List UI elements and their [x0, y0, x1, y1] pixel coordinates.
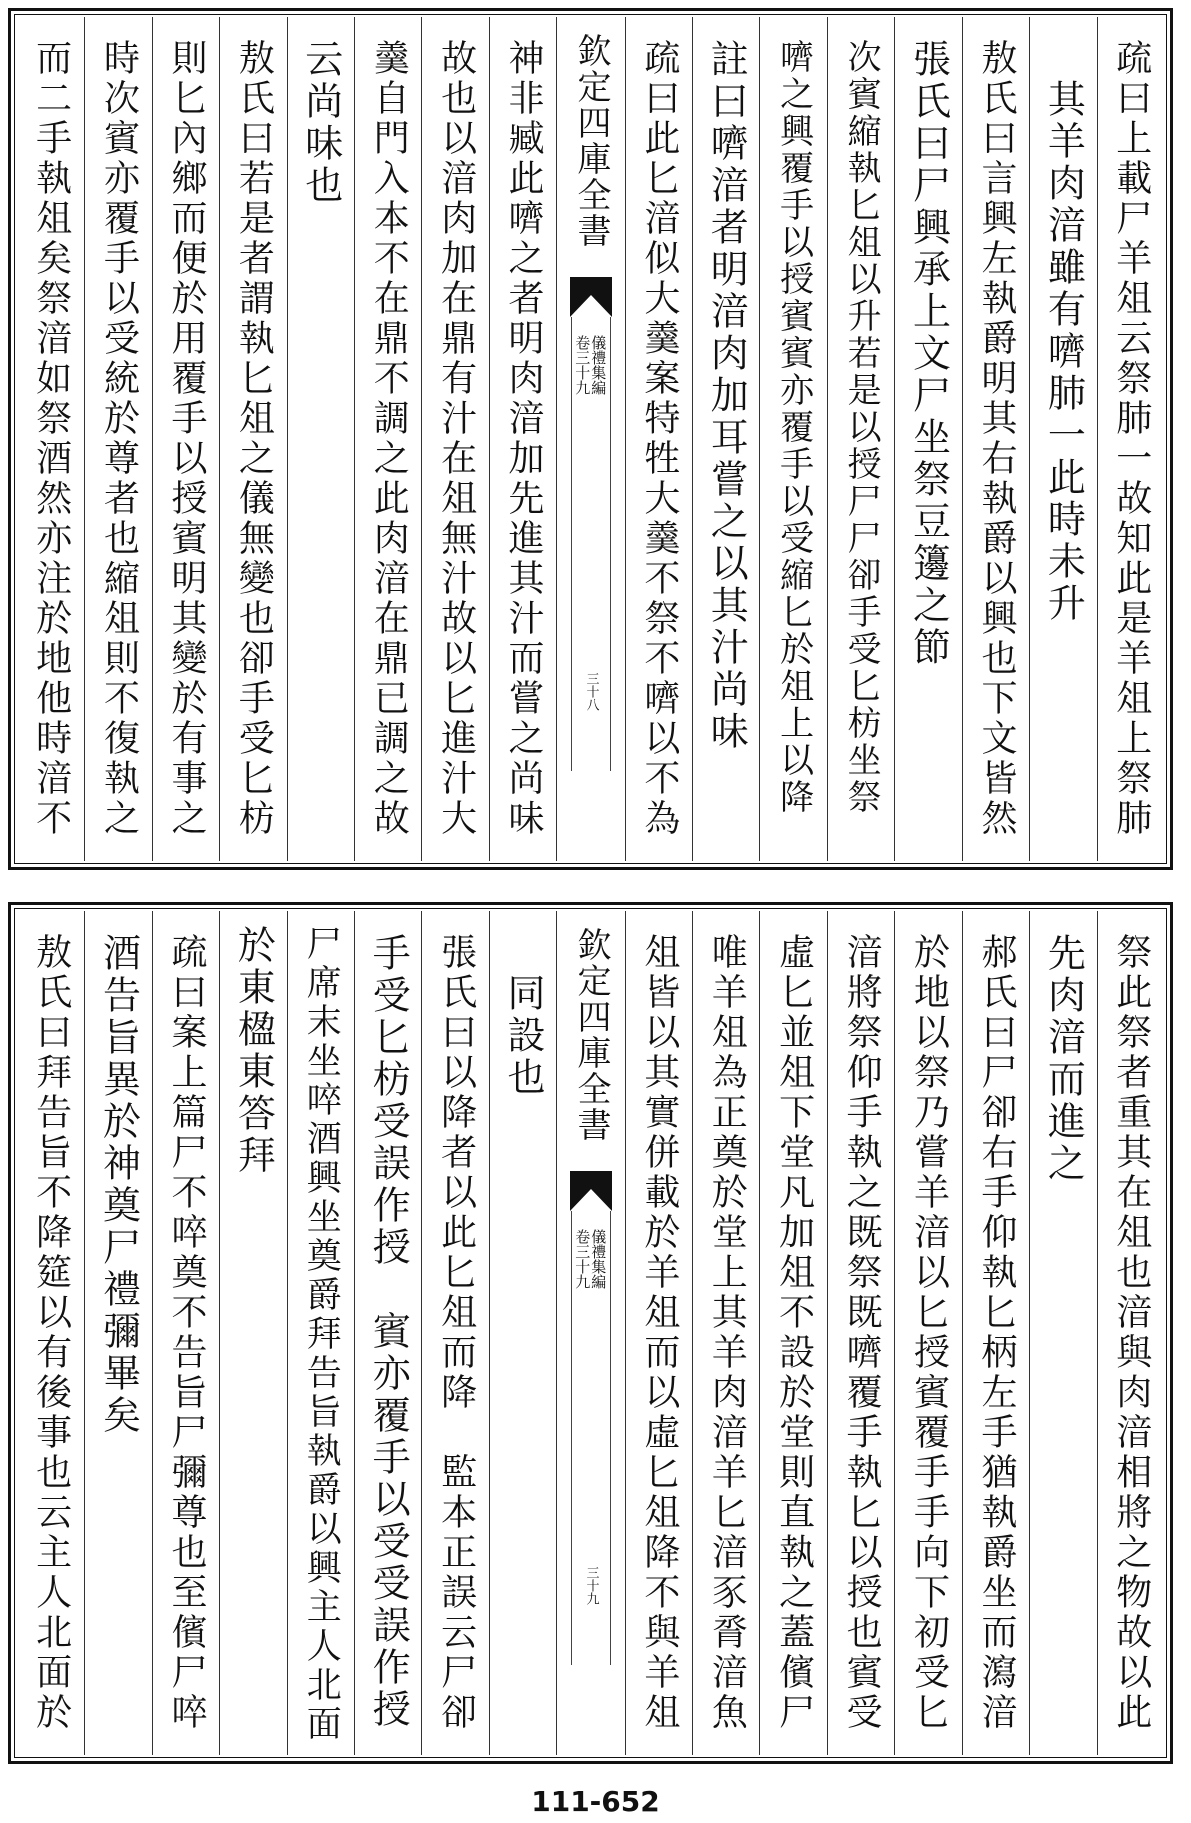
column-text: 唯羊俎為正奠於堂上其羊肉湆羊匕湆豕脀湆魚 — [706, 933, 748, 1733]
text-column — [219, 911, 286, 1755]
gutter-juan: 卷三十九 — [573, 1229, 592, 1289]
column-text: 則匕內鄉而便於用覆手以授賓明其變於有事之 — [165, 39, 207, 839]
column-text: 疏曰案上篇尸不啐奠不告旨尸彌尊也至儐尸啐 — [165, 933, 207, 1733]
text-column — [827, 17, 894, 861]
column-text: 尸席末坐啐酒興坐奠爵拜告旨執爵以興主人北面 — [301, 925, 342, 1744]
column-text: 手受匕枋受誤作授 賓亦覆手以受受誤作授 — [366, 933, 411, 1731]
text-column — [759, 17, 826, 861]
text-column — [354, 911, 421, 1755]
column-text: 於地以祭乃嘗羊湆以匕授賓覆手手向下初受匕 — [908, 933, 950, 1733]
gutter-rule — [610, 317, 611, 771]
column-text: 註曰嚌湆者明湆肉加耳嘗之以其汁尚味 — [704, 39, 749, 753]
text-column — [421, 911, 488, 1755]
column-text: 時次賓亦覆手以受統於尊者也縮俎則不復執之 — [98, 39, 140, 839]
column-text: 同設也 — [501, 973, 546, 1099]
text-column — [1097, 17, 1164, 861]
page-gutter — [556, 17, 624, 861]
column-text: 神非臧此嚌之者明肉湆加先進其汁而嘗之尚味 — [503, 39, 545, 839]
column-text: 疏曰上載尸羊俎云祭肺一故知此是羊俎上祭肺 — [1110, 39, 1152, 839]
bottom-page-columns — [17, 911, 1164, 1755]
column-text: 先肉湆而進之 — [1041, 933, 1086, 1185]
column-text: 敖氏曰若是者謂執匕俎之儀無變也卻手受匕枋 — [233, 39, 275, 839]
column-text: 敖氏曰拜告旨不降筵以有後事也云主人北面於 — [30, 933, 72, 1733]
column-text: 而二手執俎矣祭湆如祭酒然亦注於地他時湆不 — [30, 39, 72, 839]
column-text: 於東楹東答拜 — [231, 925, 276, 1177]
text-column — [625, 17, 692, 861]
text-column — [827, 911, 894, 1755]
column-text: 虛匕並俎下堂凡加俎不設於堂則直執之蓋儐尸 — [773, 933, 815, 1733]
column-text: 湆將祭仰手執之既祭既嚌覆手執匕以授也賓受 — [841, 933, 883, 1733]
text-column — [84, 911, 151, 1755]
text-column — [962, 911, 1029, 1755]
column-text: 祭此祭者重其在俎也湆與肉湆相將之物故以此 — [1110, 933, 1152, 1733]
gutter-book-name: 儀禮集編 — [589, 335, 608, 395]
text-column — [287, 911, 354, 1755]
text-column — [219, 17, 286, 861]
text-column — [84, 17, 151, 861]
text-column — [17, 911, 84, 1755]
column-text: 俎皆以其實併載於羊俎而以虛匕俎降不與羊俎 — [638, 933, 680, 1733]
gutter-book-name: 儀禮集編 — [589, 1229, 608, 1289]
column-text: 張氏曰以降者以此匕俎而降 監本正誤云尸卻 — [435, 933, 477, 1733]
column-text: 次賓縮執匕俎以升若是以授尸尸卻手受匕枋坐祭 — [841, 39, 882, 816]
text-column — [894, 911, 961, 1755]
text-column — [894, 17, 961, 861]
text-column — [759, 911, 826, 1755]
column-text: 云尚味也 — [298, 39, 343, 207]
text-column — [489, 911, 556, 1755]
column-text: 嚌之興覆手以授賓賓亦覆手以受縮匕於俎上以降 — [773, 39, 814, 816]
gutter-page-number: 三十八 — [583, 672, 599, 711]
page-footer-number: 111-652 — [531, 1785, 660, 1818]
column-text: 羹自門入本不在鼎不調之此肉湆在鼎已調之故 — [368, 39, 410, 839]
text-column — [354, 17, 421, 861]
column-text: 張氏曰尸興承上文尸坐祭豆籩之節 — [906, 39, 951, 669]
text-column — [489, 17, 556, 861]
fish-tail-mark-icon — [570, 277, 612, 317]
gutter-rule — [571, 1211, 572, 1665]
text-column — [692, 17, 759, 861]
text-column — [152, 17, 219, 861]
top-page-columns — [17, 17, 1164, 861]
column-text: 疏曰此匕湆似大羹案特牲大羹不祭不嚌以不為 — [638, 39, 680, 839]
gutter-page-number: 三十九 — [583, 1566, 599, 1605]
text-column — [17, 17, 84, 861]
column-text: 酒告旨異於神奠尸禮彌畢矣 — [96, 933, 141, 1437]
text-column — [421, 17, 488, 861]
column-text: 敖氏曰言興左執爵明其右執爵以興也下文皆然 — [975, 39, 1017, 839]
fish-tail-mark-icon — [570, 1171, 612, 1211]
text-column — [692, 911, 759, 1755]
bottom-page-panel — [8, 902, 1173, 1764]
page-gutter — [556, 911, 624, 1755]
text-column — [625, 911, 692, 1755]
column-text: 故也以湆肉加在鼎有汁在俎無汁故以匕進汁大 — [435, 39, 477, 839]
column-text: 其羊肉湆雖有嚌肺一此時未升 — [1041, 79, 1086, 625]
text-column — [1097, 911, 1164, 1755]
text-column — [287, 17, 354, 861]
column-text: 郝氏曰尸卻右手仰執匕柄左手猶執爵坐而瀉湆 — [975, 933, 1017, 1733]
gutter-rule — [571, 317, 572, 771]
text-column — [152, 911, 219, 1755]
text-column — [962, 17, 1029, 861]
gutter-title: 欽定四庫全書 — [570, 927, 611, 1143]
gutter-juan: 卷三十九 — [573, 335, 592, 395]
top-page-panel — [8, 8, 1173, 870]
text-column — [1029, 17, 1096, 861]
text-column — [1029, 911, 1096, 1755]
gutter-rule — [610, 1211, 611, 1665]
gutter-title: 欽定四庫全書 — [570, 33, 611, 249]
